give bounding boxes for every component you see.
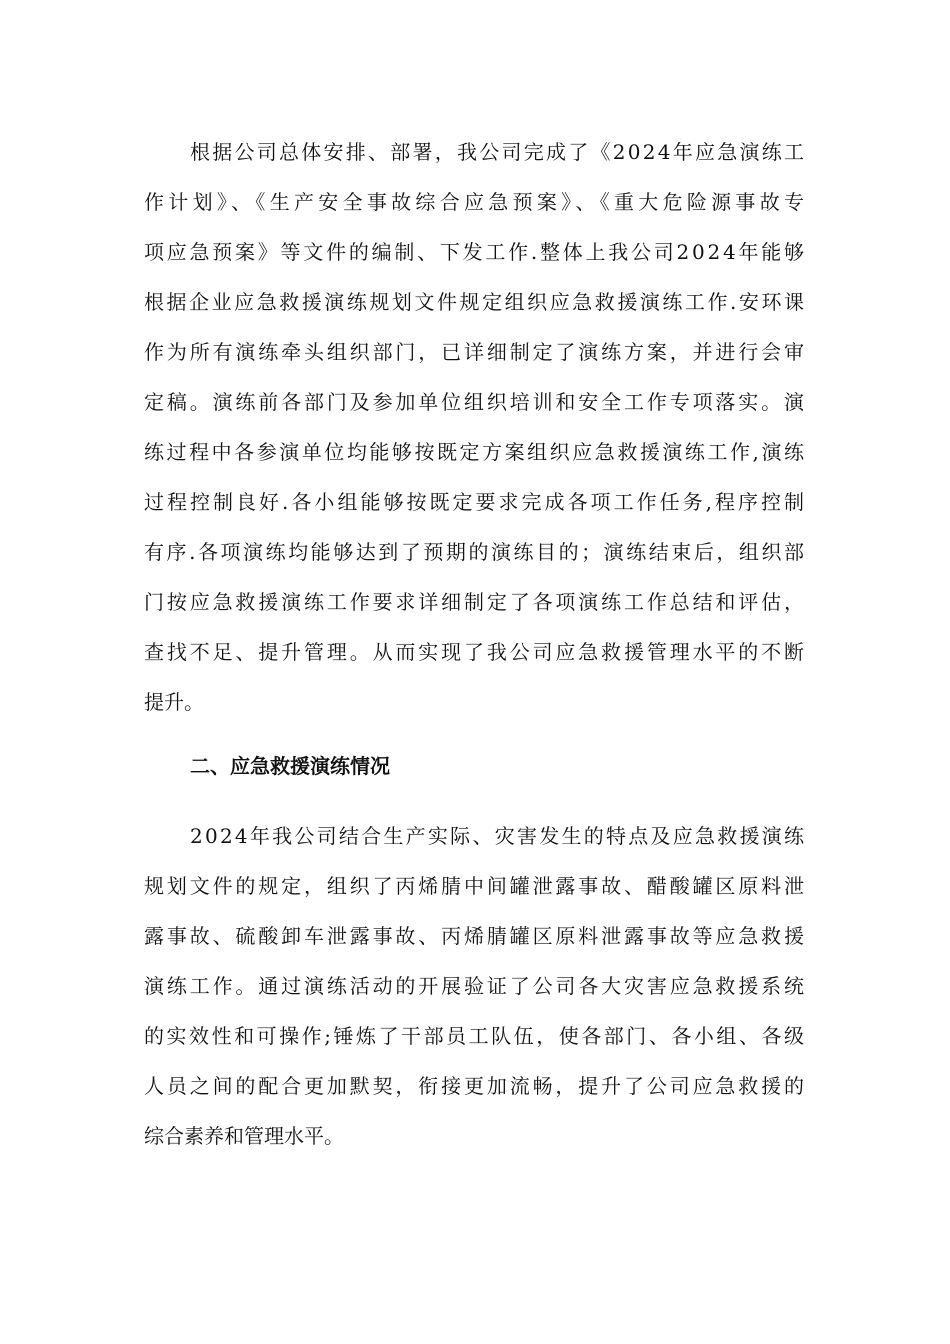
paragraph-1-line-7: 练过程中各参演单位均能够按既定方案组织应急救援演练工作,演练 (144, 440, 807, 464)
section-heading: 二、应急救援演练情况 (190, 754, 390, 778)
paragraph-1-line-11: 查找不足、提升管理。从而实现了我公司应急救援管理水平的不断 (144, 640, 807, 664)
paragraph-2-line-4: 演练工作。通过演练活动的开展验证了公司各大灾害应急救援系统 (144, 974, 807, 998)
paragraph-1-line-2: 作计划》、《生产安全事故综合应急预案》、《重大危险源事故专 (144, 190, 809, 214)
paragraph-1-line-10: 门按应急救援演练工作要求详细制定了各项演练工作总结和评估， (144, 590, 807, 614)
paragraph-2-line-1: 2024年我公司结合生产实际、灾害发生的特点及应急救援演练 (190, 824, 807, 848)
paragraph-2-line-7: 综合素养和管理水平。 (144, 1124, 344, 1148)
paragraph-2-line-3: 露事故、硫酸卸车泄露事故、丙烯腈罐区原料泄露事故等应急救援 (144, 924, 807, 948)
paragraph-1-line-9: 有序.各项演练均能够达到了预期的演练目的；演练结束后，组织部 (144, 540, 807, 564)
paragraph-2-line-5: 的实效性和可操作;锤炼了干部员工队伍，使各部门、各小组、各级 (144, 1024, 807, 1048)
paragraph-1-line-3: 项应急预案》等文件的编制、下发工作.整体上我公司2024年能够 (144, 240, 807, 264)
paragraph-1-line-5: 作为所有演练牵头组织部门，已详细制定了演练方案，并进行会审 (144, 340, 807, 364)
paragraph-1-line-4: 根据企业应急救援演练规划文件规定组织应急救援演练工作.安环课 (144, 290, 807, 314)
paragraph-1-line-8: 过程控制良好.各小组能够按既定要求完成各项工作任务,程序控制 (144, 490, 808, 514)
paragraph-1-line-12: 提升。 (144, 690, 204, 714)
paragraph-2-line-2: 规划文件的规定，组织了丙烯腈中间罐泄露事故、醋酸罐区原料泄 (144, 874, 807, 898)
paragraph-2-line-6: 人员之间的配合更加默契，衔接更加流畅，提升了公司应急救援的 (144, 1074, 807, 1098)
paragraph-1-line-6: 定稿。演练前各部门及参加单位组织培训和安全工作专项落实。演 (144, 390, 807, 414)
paragraph-1-line-1: 根据公司总体安排、部署，我公司完成了《2024年应急演练工 (190, 140, 807, 164)
